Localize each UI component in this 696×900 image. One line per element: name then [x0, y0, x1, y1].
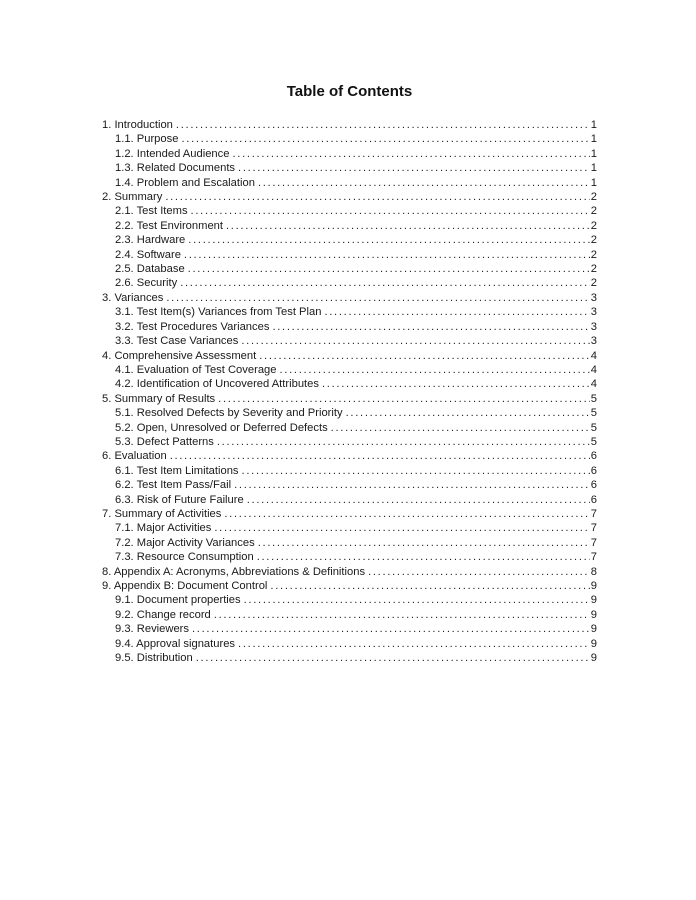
toc-entry-label: 7.1. Major Activities [115, 522, 212, 535]
toc-entry-label: 1. Introduction [102, 119, 173, 131]
toc-entry-label: 2.5. Database [115, 263, 185, 276]
toc-entry[interactable] [102, 320, 597, 334]
toc-page-number: 5 [590, 407, 597, 420]
toc-page-number: 1 [590, 147, 597, 160]
toc-leader-dots [331, 421, 590, 435]
toc-entry[interactable] [102, 449, 597, 463]
toc-page-number: 1 [590, 133, 597, 146]
toc-entry-label: 5.3. Defect Patterns [115, 435, 214, 448]
toc-leader-dots [280, 363, 590, 377]
toc-entry-label: 2.2. Test Environment [115, 219, 223, 232]
toc-leader-dots [368, 565, 590, 579]
toc-leader-dots [226, 219, 590, 233]
toc-entry-label: 7. Summary of Activities [102, 507, 222, 520]
toc-leader-dots [238, 637, 590, 651]
toc-entry[interactable] [102, 637, 597, 651]
toc-entry[interactable] [102, 493, 597, 507]
toc-page-number: 7 [590, 536, 597, 549]
toc-leader-dots [242, 464, 590, 478]
toc-leader-dots [214, 521, 589, 535]
toc-entry[interactable] [102, 536, 597, 550]
toc-entry-label: 4. Comprehensive Assessment [102, 349, 257, 362]
toc-page-number: 2 [590, 191, 597, 204]
toc-entry[interactable] [102, 291, 597, 305]
toc-entry-label: 7.2. Major Activity Variances [115, 536, 255, 549]
toc-entry[interactable] [102, 349, 597, 363]
toc-entry[interactable] [102, 651, 597, 665]
toc-entry-label: 6.1. Test Item Limitations [115, 464, 239, 477]
toc-page-number: 6 [590, 493, 597, 506]
toc-entry[interactable] [102, 305, 597, 319]
toc-page-number: 3 [590, 320, 597, 333]
toc-entry-label: 9.4. Approval signatures [115, 637, 236, 650]
toc-entry[interactable] [102, 392, 597, 406]
toc-leader-dots [272, 320, 589, 334]
toc-entry[interactable] [102, 233, 597, 247]
toc-page-number: 1 [590, 176, 597, 189]
toc-entry[interactable] [102, 622, 597, 636]
toc-entry-label: 3.1. Test Item(s) Variances from Test Plan [115, 306, 322, 319]
toc-entry-label: 5. Summary of Results [102, 392, 216, 405]
toc-entry-label: 7.3. Resource Consumption [115, 551, 254, 564]
toc-page-number: 2 [590, 277, 597, 290]
toc-leader-dots [258, 536, 590, 550]
toc-leader-dots [218, 392, 590, 406]
toc-entry[interactable] [102, 276, 597, 290]
toc-page-number: 2 [590, 263, 597, 276]
toc-entry[interactable] [102, 579, 597, 593]
toc-entry[interactable] [102, 521, 597, 535]
toc-leader-dots [196, 651, 590, 665]
toc-leader-dots [181, 132, 589, 146]
toc-entry-label: 9. Appendix B: Document Control [102, 580, 268, 592]
toc-entry-label: 9.2. Change record [115, 608, 211, 621]
toc-entry-label: 6.3. Risk of Future Failure [115, 493, 244, 506]
toc-entry-label: 2.3. Hardware [115, 234, 186, 247]
toc-page-number: 2 [590, 205, 597, 218]
toc-entry-label: 3. Variances [102, 291, 164, 304]
toc-entry-label: 2.6. Security [115, 277, 178, 290]
toc-leader-dots [188, 233, 589, 247]
toc-leader-dots [176, 118, 590, 132]
toc-entry-label: 4.1. Evaluation of Test Coverage [115, 363, 277, 376]
toc-page-number: 7 [590, 522, 597, 535]
toc-leader-dots [346, 406, 590, 420]
toc-page-number: 3 [590, 306, 597, 319]
toc-entry[interactable] [102, 478, 597, 492]
toc-entry[interactable] [102, 147, 597, 161]
toc-entry[interactable] [102, 550, 597, 564]
toc-page-number: 4 [590, 349, 597, 362]
toc-page-number: 2 [590, 219, 597, 232]
toc-page-number: 6 [590, 450, 597, 463]
toc-entry[interactable] [102, 565, 597, 579]
toc-entry-label: 9.1. Document properties [115, 594, 241, 607]
toc-page-number: 9 [590, 580, 597, 592]
toc-page-number: 7 [590, 551, 597, 564]
toc-entry[interactable] [102, 176, 597, 190]
toc-entry[interactable] [102, 118, 597, 132]
toc-entry-label: 9.3. Reviewers [115, 623, 189, 636]
toc-leader-dots [192, 622, 590, 636]
toc-page-number: 9 [590, 637, 597, 650]
toc-entry[interactable] [102, 464, 597, 478]
toc-entry[interactable] [102, 421, 597, 435]
toc-entry-label: 5.1. Resolved Defects by Severity and Priority [115, 407, 343, 420]
toc-entry[interactable] [102, 248, 597, 262]
toc-entry-label: 1.2. Intended Audience [115, 147, 230, 160]
toc-entry-label: 3.2. Test Procedures Variances [115, 320, 270, 333]
toc-leader-dots [259, 349, 590, 363]
toc-page-number: 7 [590, 507, 597, 520]
toc-entry-label: 3.3. Test Case Variances [115, 335, 239, 348]
toc-leader-dots [170, 449, 590, 463]
toc-page-number: 4 [590, 363, 597, 376]
toc-entry-label: 4.2. Identification of Uncovered Attributes [115, 378, 319, 391]
toc-page-number: 3 [590, 335, 597, 348]
toc-page-number: 1 [590, 162, 597, 175]
toc-leader-dots [191, 204, 590, 218]
toc-entry-label: 2.4. Software [115, 248, 181, 261]
toc-leader-dots [180, 276, 590, 290]
toc-leader-dots [184, 248, 590, 262]
toc-leader-dots [247, 493, 590, 507]
toc-page-number: 5 [590, 392, 597, 405]
toc-entry[interactable] [102, 334, 597, 348]
toc-page-number: 2 [590, 248, 597, 261]
toc-entry-label: 2. Summary [102, 191, 163, 204]
toc-page-number: 9 [590, 652, 597, 665]
toc-entry[interactable] [102, 377, 597, 391]
toc-leader-dots [324, 305, 589, 319]
toc-leader-dots [270, 579, 589, 593]
toc-leader-dots [224, 507, 589, 521]
toc-entry[interactable] [102, 132, 597, 146]
toc-entry-label: 1.3. Related Documents [115, 162, 236, 175]
toc-leader-dots [257, 550, 590, 564]
toc-leader-dots [165, 190, 589, 204]
toc-page-number: 9 [590, 608, 597, 621]
toc-entry-label: 6. Evaluation [102, 450, 167, 463]
toc-leader-dots [188, 262, 590, 276]
toc-entry[interactable] [102, 190, 597, 204]
toc-page-number: 9 [590, 623, 597, 636]
toc-entry-label: 1.1. Purpose [115, 133, 179, 146]
toc-leader-dots [244, 593, 590, 607]
toc-entry[interactable] [102, 262, 597, 276]
toc-page-number: 1 [590, 119, 597, 131]
toc-entry-label: 2.1. Test Items [115, 205, 188, 218]
toc-page-number: 5 [590, 435, 597, 448]
toc-entry[interactable] [102, 593, 597, 607]
toc-entry[interactable] [102, 219, 597, 233]
toc-page-number: 6 [590, 479, 597, 492]
toc-entry-label: 5.2. Open, Unresolved or Deferred Defects [115, 421, 328, 434]
toc-leader-dots [214, 608, 590, 622]
toc-page-number: 8 [590, 565, 597, 578]
toc-entry-label: 8. Appendix A: Acronyms, Abbreviations & Definitions [102, 565, 366, 578]
toc-entry[interactable] [102, 507, 597, 521]
toc-entry[interactable] [102, 406, 597, 420]
toc-leader-dots [217, 435, 590, 449]
toc-entry-label: 9.5. Distribution [115, 652, 193, 665]
toc-leader-dots [234, 478, 590, 492]
page-title: Table of Contents [286, 83, 413, 100]
toc-page-number: 9 [590, 594, 597, 607]
toc-page-number: 2 [590, 234, 597, 247]
toc-entry[interactable] [102, 161, 597, 175]
toc-page-number: 5 [590, 421, 597, 434]
toc-leader-dots [238, 161, 590, 175]
toc-page-number: 4 [590, 378, 597, 391]
toc-entry-label: 6.2. Test Item Pass/Fail [115, 479, 232, 492]
toc-entry[interactable] [102, 435, 597, 449]
toc-leader-dots [322, 377, 590, 391]
toc-entry[interactable] [102, 204, 597, 218]
toc-leader-dots [166, 291, 589, 305]
toc-page-number: 6 [590, 464, 597, 477]
toc-page-number: 3 [590, 291, 597, 304]
table-of-contents [102, 118, 597, 665]
toc-entry[interactable] [102, 363, 597, 377]
toc-entry[interactable] [102, 608, 597, 622]
toc-leader-dots [232, 147, 589, 161]
toc-entry-label: 1.4. Problem and Escalation [115, 176, 255, 189]
toc-leader-dots [258, 176, 590, 190]
toc-leader-dots [241, 334, 589, 348]
